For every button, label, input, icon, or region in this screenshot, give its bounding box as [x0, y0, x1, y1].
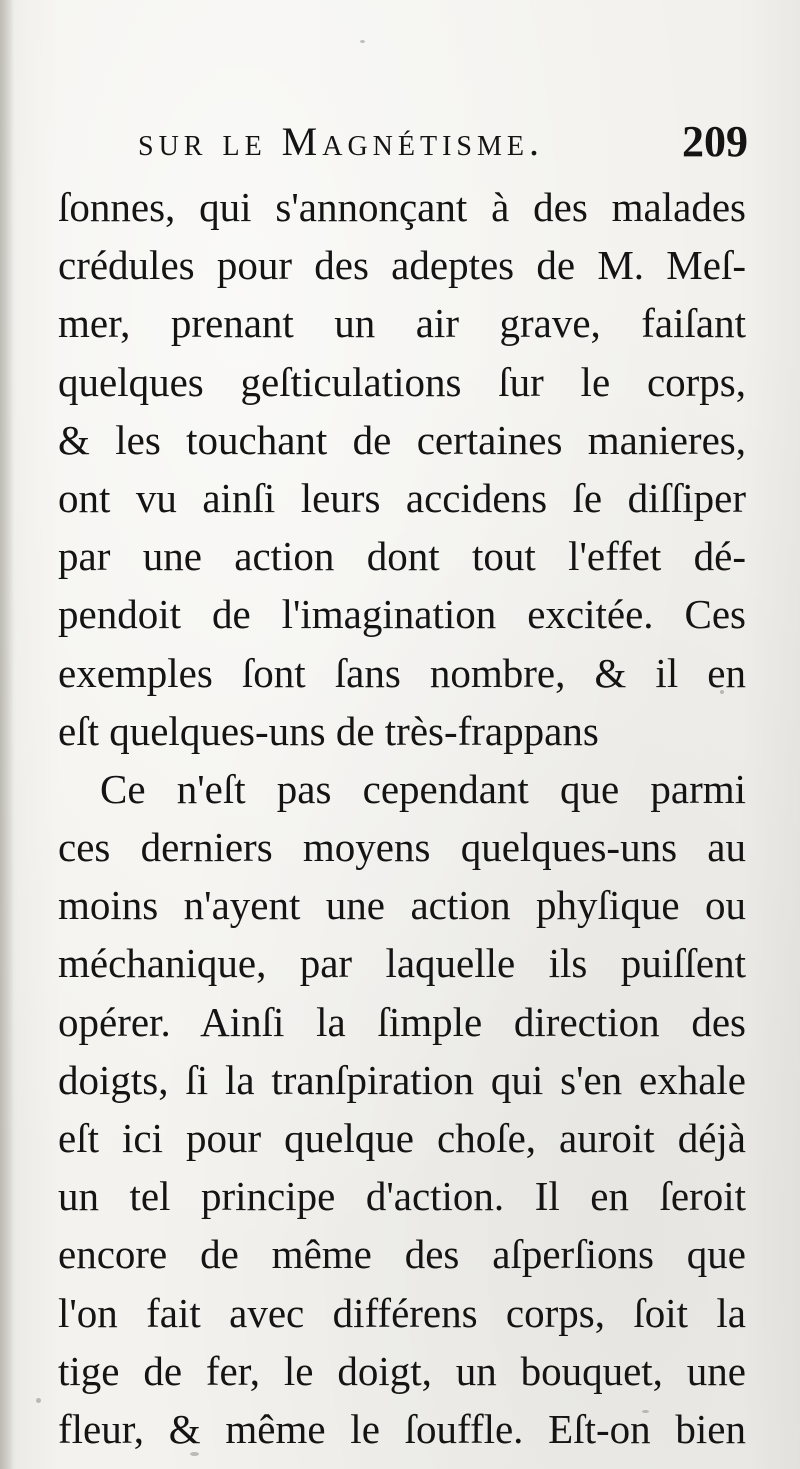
text-line: ſonnes, qui s'annonçant à des malades [58, 184, 746, 230]
text-line: & les touchant de certaines manieres, [58, 416, 746, 463]
paper-speck [360, 40, 365, 43]
text-line: par une action dont tout l'effet dé- [58, 533, 746, 580]
running-head: sur le Magnétisme. [138, 119, 545, 164]
text-line: doigts, ſi la tranſpiration qui s'en exhale [58, 1056, 746, 1103]
paper-speck [190, 1452, 199, 1456]
body-text [58, 178, 746, 1458]
text-line: Ce n'eſt pas cependant que parmi [100, 765, 746, 812]
text-line: tige de fer, le doigt, un bouquet, une [58, 1347, 746, 1394]
text-line: crédules pour des adeptes de M. Meſ- [58, 242, 746, 289]
text-line: mer, prenant un air grave, faiſant [58, 300, 746, 347]
text-line: eſt ici pour quelque choſe, auroit déjà [58, 1115, 746, 1161]
text-line: encore de même des aſperſions que [58, 1231, 746, 1278]
text-line: quelques geſticulations ſur le corps, [58, 358, 746, 405]
paper-speck [642, 1410, 649, 1413]
text-line: pendoit de l'imagination excitée. Ces [58, 591, 746, 638]
text-line: un tel principe d'action. Il en ſeroit [58, 1173, 746, 1220]
text-line: eſt quelques-uns de très-frappans [58, 707, 599, 754]
text-line: méchanique, par laquelle ils puiſſent [58, 940, 746, 987]
page-header [138, 104, 748, 170]
text-line: moins n'ayent une action phyſique ou [58, 882, 746, 929]
text-line: fleur, & même le ſouffle. Eſt-on bien [58, 1405, 746, 1452]
binding-gutter [0, 0, 14, 1469]
paper-speck [36, 1398, 41, 1403]
paper-speck [720, 690, 724, 694]
text-line: ont vu ainſi leurs accidens ſe diſſiper [58, 474, 746, 521]
text-line: exemples ſont ſans nombre, & il en [58, 649, 746, 696]
text-line: opérer. Ainſi la ſimple direction des [58, 998, 746, 1045]
page-number: 209 [682, 117, 748, 166]
text-line: l'on fait avec différens corps, ſoit la [58, 1289, 746, 1336]
text-line: ces derniers moyens quelques-uns au [58, 824, 746, 871]
